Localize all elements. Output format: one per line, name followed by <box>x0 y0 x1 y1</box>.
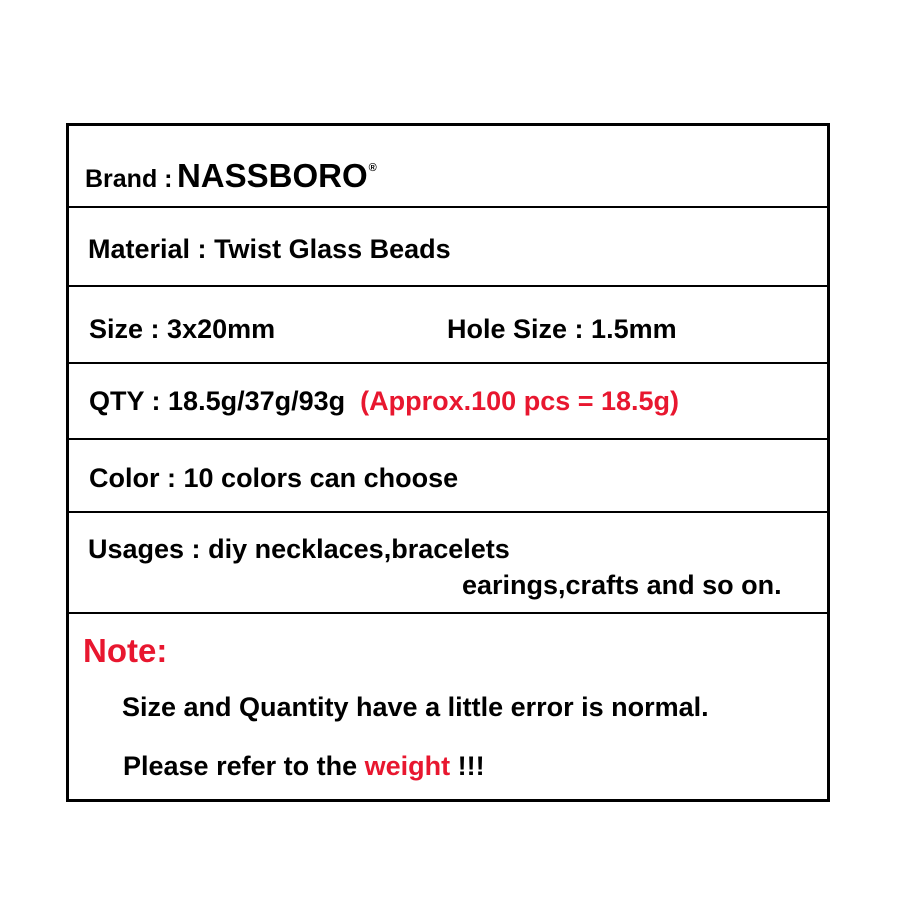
brand-label: Brand : <box>85 165 173 193</box>
hole-size-label: Hole Size : <box>447 314 584 344</box>
material-line <box>88 236 451 263</box>
color-value: 10 colors can choose <box>183 463 459 493</box>
qty-value: 18.5g/37g/93g <box>168 386 346 416</box>
size-label: Size : <box>89 314 160 344</box>
brand-line <box>85 159 377 192</box>
usages-row <box>69 513 827 614</box>
note-line-1: Size and Quantity have a little error is normal. <box>122 692 709 722</box>
qty-line <box>89 388 679 415</box>
size-value: 3x20mm <box>167 314 276 344</box>
color-row <box>69 440 827 513</box>
note-line-2-suffix: !!! <box>457 751 485 781</box>
product-spec-table <box>66 123 830 802</box>
brand-name: NASSBORO <box>176 157 368 194</box>
usages-label: Usages : <box>88 534 201 564</box>
registered-mark: ® <box>368 162 377 174</box>
note-title: Note: <box>83 632 168 669</box>
color-label: Color : <box>89 463 176 493</box>
hole-size-line <box>447 316 677 343</box>
note-row <box>69 614 827 799</box>
hole-size-value: 1.5mm <box>591 314 677 344</box>
note-weight-highlight: weight <box>364 751 451 781</box>
usages-value-1: diy necklaces,bracelets <box>208 534 510 564</box>
size-line <box>89 316 275 343</box>
qty-row <box>69 364 827 440</box>
note-line-2 <box>123 753 485 780</box>
qty-approx-note: (Approx.100 pcs = 18.5g) <box>360 386 680 416</box>
material-value: Twist Glass Beads <box>214 234 451 264</box>
note-line-2-prefix: Please refer to the <box>123 751 358 781</box>
qty-label: QTY : <box>89 386 161 416</box>
material-row <box>69 208 827 287</box>
size-row <box>69 287 827 364</box>
usages-line-2: earings,crafts and so on. <box>462 570 782 600</box>
material-label: Material : <box>88 234 207 264</box>
usages-line-1 <box>88 536 510 563</box>
brand-row <box>69 126 827 208</box>
color-line <box>89 465 458 492</box>
